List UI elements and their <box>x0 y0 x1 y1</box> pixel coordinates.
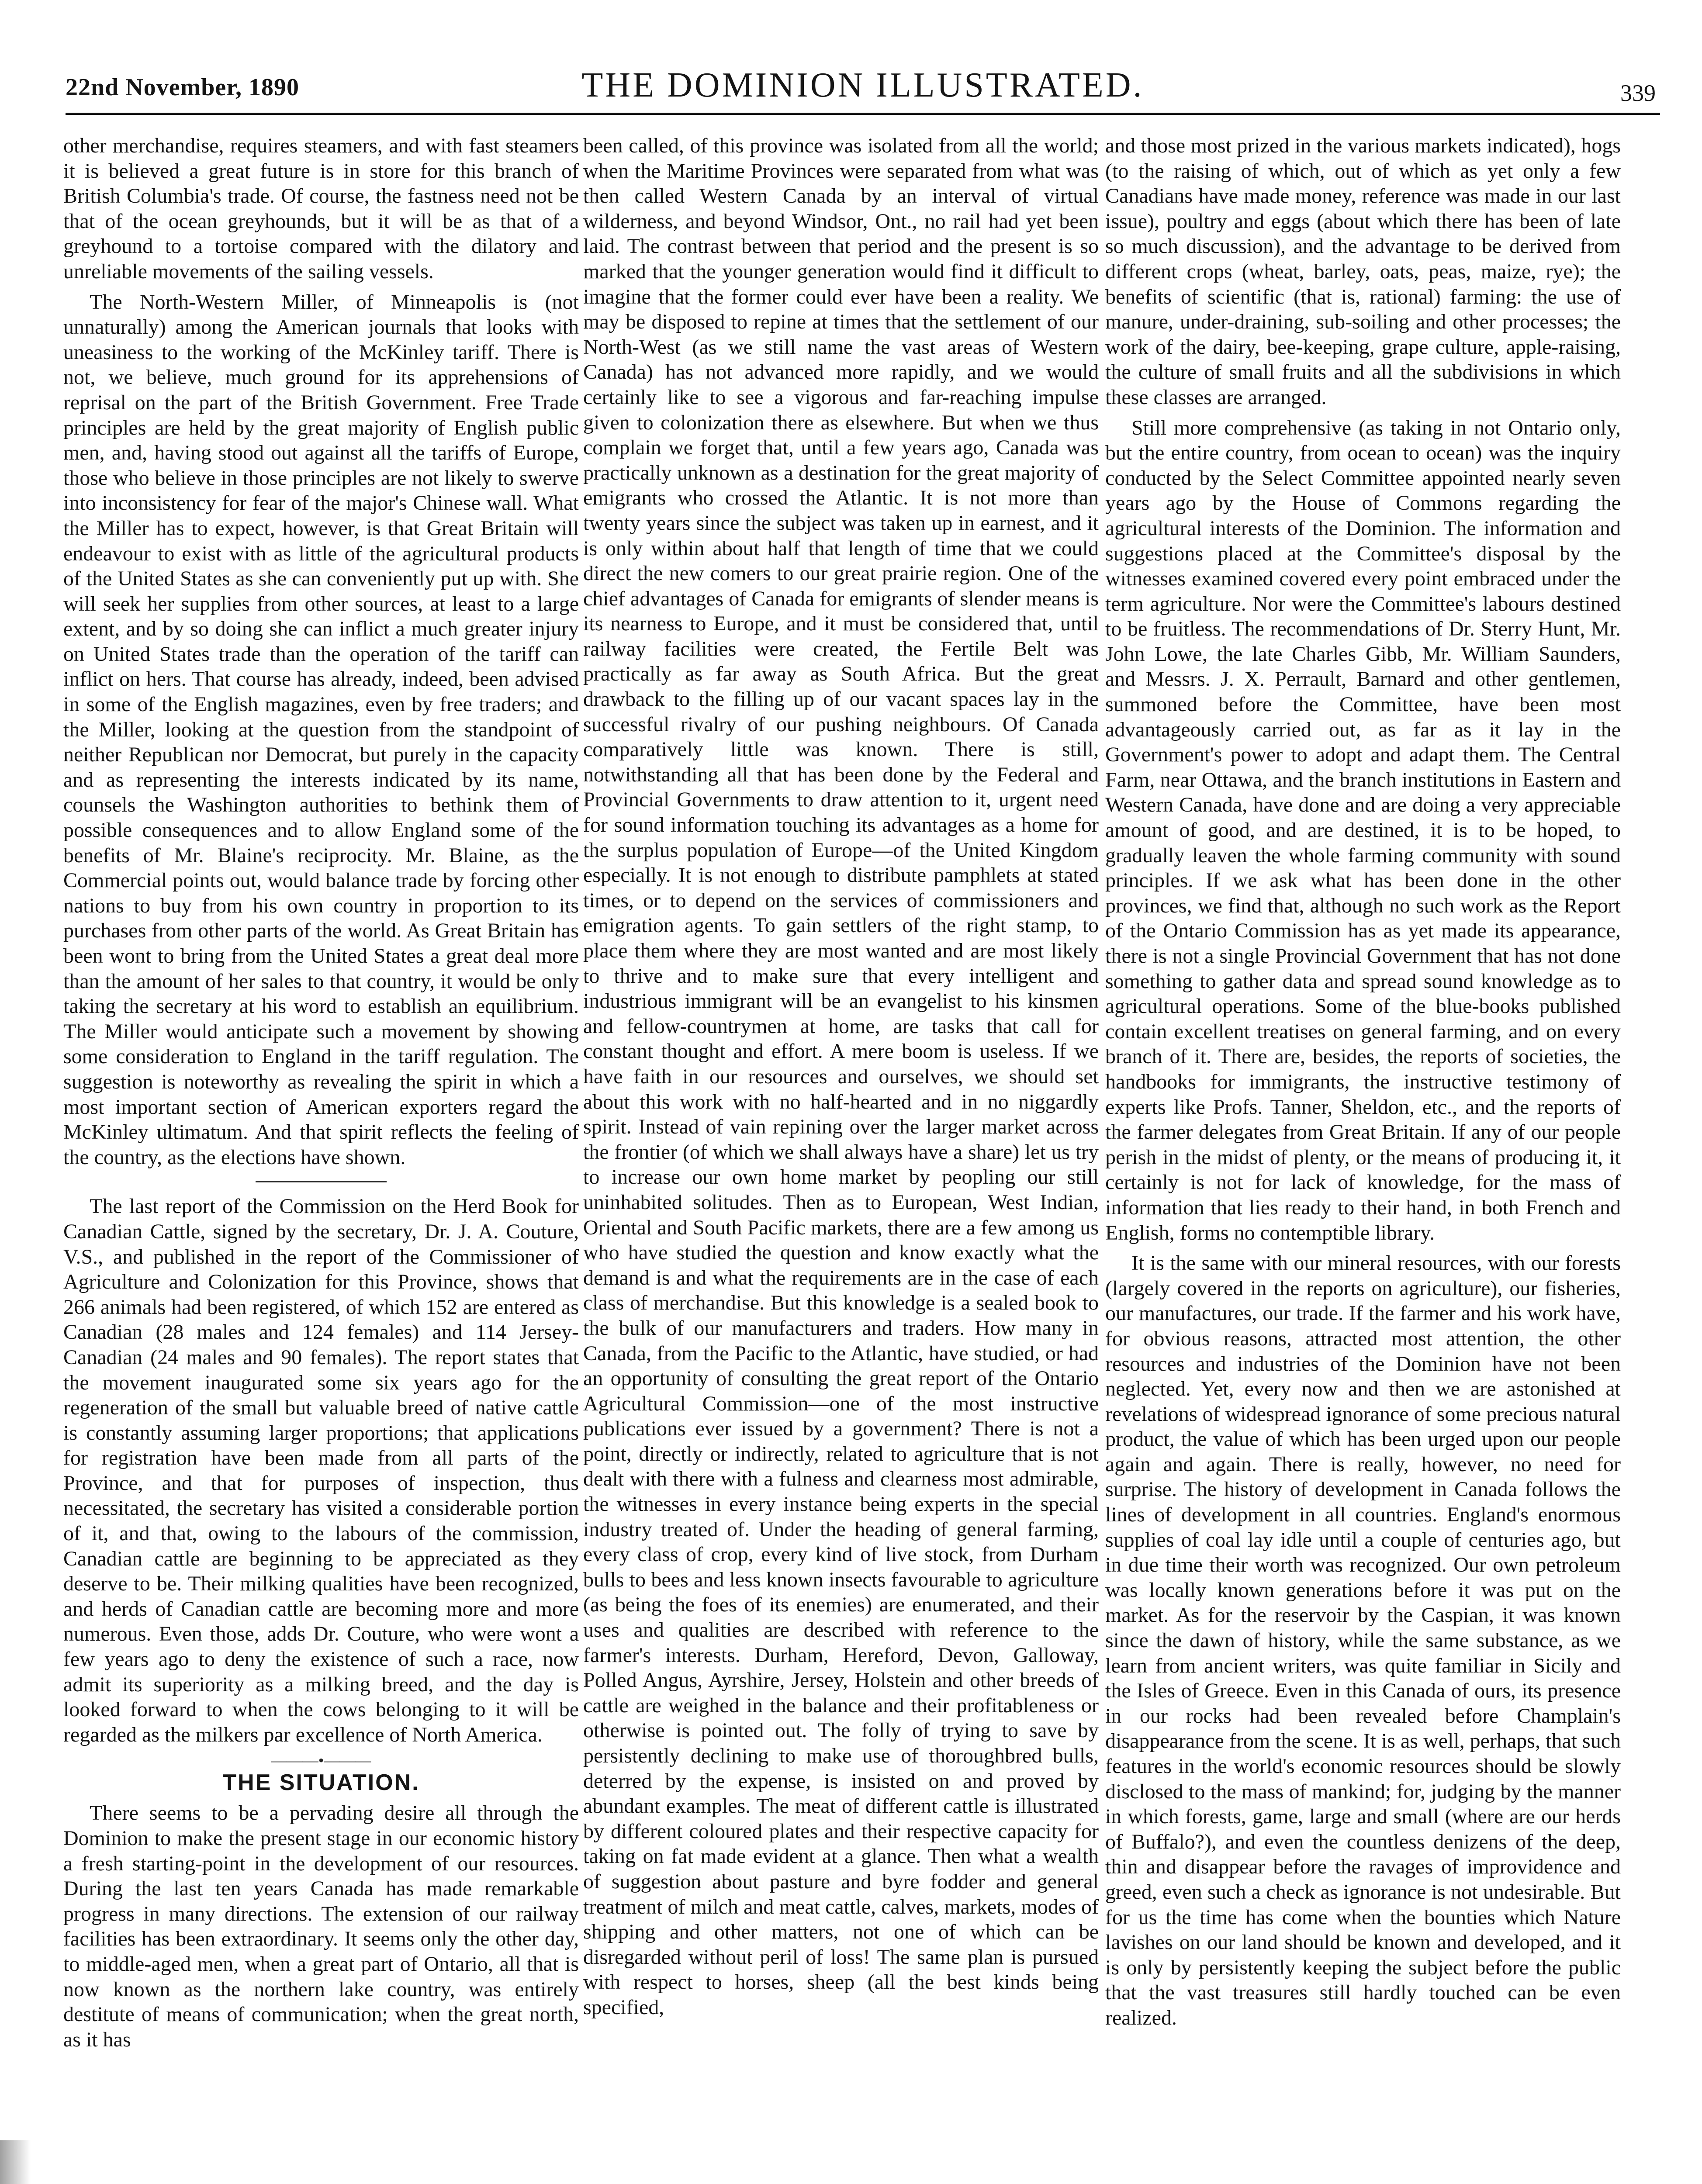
binding-shadow <box>0 2140 31 2184</box>
page-header <box>66 66 1660 114</box>
paragraph-select-committee: Still more comprehensive (as taking in not Ontario only, but the entire country, from ocean to ocean) was the inquiry conducted by the Select Committee appointed nearly seven years ago by the House of Commons regarding the agricultural interests of the Dominion. The information and suggestions placed at the Committee's disposal by the witnesses examined covered every point embraced under the term agriculture. Nor were the Committee's labours destined to be fruitless. The recommendations of Dr. Sterry Hunt, Mr. John Lowe, the late Charles Gibb, Mr. William Saunders, and Messrs. J. X. Perrault, Barnard and other gentlemen, summoned before the Committee, have been most advantageously carried out, as far as it lay in the Government's power to adopt and adapt them. The Central Farm, near Ottawa, and the branch institutions in Eastern and Western Canada, have done and are doing a very appreciable amount of good, and are destined, it is to be hoped, to gradually leaven the whole farming community with sound principles. If we ask what has been done in the other provinces, we find that, although no such work as the Report of the Ontario Commission has as yet made its appearance, there is not a single Provincial Government that has not done something to gather data and spread sound knowledge as to agricultural operations. Some of the blue-books published contain excellent treatises on general farming, and on every branch of it. There are, besides, the reports of societies, the handbooks for immigrants, the instructive testimony of experts like Profs. Tanner, Sheldon, etc., and the reports of the farmer delegates from Great Britain. If any of our people perish in the midst of plenty, or the means of producing it, it certainly is not for lack of knowledge, for the mass of information that lies ready to their hand, in both French and English, forms no contemptible library. <box>1105 416 1621 1244</box>
header-rule <box>66 113 1660 115</box>
section-divider <box>256 1181 387 1182</box>
paragraph-mineral-resources: It is the same with our mineral resources, with our forests (largely covered in the reports on agriculture), our fisheries, our manufactures, our trade. If the farmer and his work have, for obvious reasons, attracted most attention, the other resources and industries of the Dominion have not been neglected. Yet, every now and then we are astonished at revelations of widespread ignorance of some precious natural product, the value of which has been urged upon our people again and again. There is really, however, no need for surprise. The history of development in Canada follows the lines of development in all countries. England's enormous supplies of coal lay idle until a couple of centuries ago, but in due time their worth was recognized. Our own petroleum was locally known generations before it was put on the market. As for the reservoir by the Caspian, it was known since the dawn of history, while the same substance, as we learn from ancient writers, was quite familiar in Sicily and the Isles of Greece. Even in this Canada of ours, its presence in our rocks had been revealed before Champlain's disappearance from the scene. It is as well, perhaps, that such features in the world's economic resources should be slowly disclosed to the mass of mankind; for, judging by the manner in which forests, game, large and small (where are our herds of Buffalo?), and even the countless denizens of the deep, thin and disappear before the ravages of improvidence and greed, even such a check as ignorance is not undesirable. But for us the time has come when the bounties which Nature lavishes on our land should be known and developed, and it is only by persistently keeping the subject before the public that the vast treasures still hardly touched can be even realized. <box>1105 1251 1621 2029</box>
section-heading: THE SITUATION. <box>222 1770 420 1796</box>
paragraph-livestock: and those most prized in the various markets indicated), hogs (to the raising of which, out of which as yet only a few Canadians have made money, reference was made in our last issue), poultry and eggs (about which there has been of late so much discussion), and the advantage to be derived from different crops (wheat, barley, oats, peas, maize, rye); the benefits of scientific (that is, rational) farming: the use of manure, under-draining, sub-soiling and other processes; the work of the dairy, bee-keeping, grape culture, apple-raising, the culture of small fruits and all the subdivisions in which these classes are arranged. <box>1105 134 1621 409</box>
column-2 <box>583 133 1099 2184</box>
column-3 <box>1105 133 1621 2184</box>
heading-ornament: ———•——— <box>271 1752 371 1769</box>
paragraph-north-western-miller: The North-Western Miller, of Minneapolis is (not unnaturally) among the American journals that looks with uneasiness to the working of the McKinley tariff. There is not, we believe, much ground for its apprehensions of reprisal on the part of the British Government. Free Trade principles are held by the great majority of English public men, and, having stood out against all the tariffs of Europe, those who believe in those principles are not likely to swerve into inconsistency for fear of the major's Chinese wall. What the Miller has to expect, however, is that Great Britain will endeavour to exist with as little of the agricultural products of the United States as she can conveniently put up with. She will seek her supplies from other sources, at least to a large extent, and by so doing she can inflict a much greater injury on United States trade than the operation of the tariff can inflict on hers. That course has already, indeed, been advised in some of the English magazines, even by free traders; and the Miller, looking at the question from the standpoint of neither Republican nor Democrat, but purely in the capacity and as representing the interests indicated by its name, counsels the Washington authorities to bethink them of possible consequences and to allow England some of the benefits of Mr. Blaine's reciprocity. Mr. Blaine, as the Commercial points out, would balance trade by forcing other nations to buy from his own country in proportion to its purchases from other parts of the world. As Great Britain has been wont to bring from the United States a great deal more than the amount of her sales to that country, it would be only taking the secretary at his word to establish an equilibrium. The Miller would anticipate such a movement by showing some consideration to England in the tariff regulation. The suggestion is noteworthy as revealing the spirit in which a most important section of American exporters regard the McKinley ultimatum. And that spirit reflects the feeling of the country, as the elections have shown. <box>63 290 579 1169</box>
paragraph-situation-start: There seems to be a pervading desire all through the Dominion to make the present stage in our economic history a fresh starting-point in the development of our resources. During the last ten years Canada has made remarkable progress in many directions. The extension of our railway facilities has been extraordinary. It seems only the other day, to middle-aged men, when a great part of Ontario, all that is now known as the northern lake country, was entirely destitute of means of communication; when the great north, as it has <box>63 1801 579 2051</box>
paragraph-herd-book: The last report of the Commission on the Herd Book for Canadian Cattle, signed by the secretary, Dr. J. A. Couture, V.S., and published in the report of the Commissioner of Agriculture and Colonization for this Province, shows that 266 animals had been registered, of which 152 are entered as Canadian (28 males and 124 females) and 114 Jersey-Canadian (24 males and 90 females). The report states that the movement inaugurated some six years ago for the regeneration of the small but valuable breed of native cattle is constantly assuming larger proportions; that applications for registration have been made from all parts of the Province, and that for purposes of inspection, thus necessitated, the secretary has visited a considerable portion of it, and that, owing to the labours of the commission, Canadian cattle are beginning to be appreciated as they deserve to be. Their milking qualities have been recognized, and herds of Canadian cattle are becoming more and more numerous. Even those, adds Dr. Couture, who were wont a few years ago to deny the existence of such a race, now admit its superiority as a milking breed, and the day is looked forward to when the cows belonging to it will be regarded as the milkers par excellence of North America. <box>63 1195 579 1746</box>
issue-date: 22nd November, 1890 <box>66 74 299 101</box>
paragraph-situation-continued: been called, of this province was isolated from all the world; when the Maritime Provinces were separated from what was then called Western Canada by an interval of virtual wilderness, and beyond Windsor, Ont., no rail had yet been laid. The contrast between that period and the present is so marked that the younger generation would find it difficult to imagine that the former could ever have been a reality. We may be disposed to repine at times that the settlement of our North-West (as we still name the vast areas of Western Canada) has not advanced more rapidly, and we would certainly like to see a vigorous and far-reaching impulse given to colonization there as elsewhere. But when we thus complain we forget that, until a few years ago, Canada was practically unknown as a destination for the great majority of emigrants who crossed the Atlantic. It is not more than twenty years since the subject was taken up in earnest, and it is only within about half that length of time that we could direct the new comers to our great prairie region. One of the chief advantages of Canada for emigrants of slender means is its nearness to Europe, and it must be considered that, until railway facilities were created, the Fertile Belt was practically as far away as South Africa. But the great drawback to the filling up of our vacant spaces lay in the successful rivalry of our pushing neighbours. Of Canada comparatively little was known. There is still, notwithstanding all that has been done by the Federal and Provincial Governments to draw attention to it, urgent need for sound information touching its advantages as a home for the surplus population of Europe—of the United Kingdom especially. It is not enough to distribute pamphlets at stated times, or to depend on the services of commissioners and emigration agents. To gain settlers of the right stamp, to place them where they are most wanted and are most likely to thrive and to make sure that every intelligent and industrious immigrant will be an evangelist to his kinsmen and fellow-countrymen at home, are tasks that call for constant thought and effort. A mere boom is useless. If we have faith in our resources and ourselves, we should set about this work with no half-hearted and in no niggardly spirit. Instead of vain repining over the larger market across the frontier (of which we shall always have a share) let us try to increase our own home market by peopling our still uninhabited solitudes. Then as to European, West Indian, Oriental and South Pacific markets, there are a few among us who have studied the question and know exactly what the demand is and what the requirements are in the case of each class of merchandise. But this knowledge is a sealed book to the bulk of our manufacturers and traders. How many in Canada, from the Pacific to the Atlantic, have studied, or had an opportunity of consulting the great report of the Ontario Agricultural Commission—one of the most instructive publications ever issued by a government? There is not a point, directly or indirectly, related to agriculture that is not dealt with there with a fulness and clearness most admirable, the witnesses in every instance being experts in the special industry treated of. Under the heading of general farming, every class of crop, every kind of live stock, from Durham bulls to bees and less known insects favourable to agriculture (as being the foes of its enemies) are enumerated, and their uses and qualities are described with reference to the farmer's interests. Durham, Hereford, Devon, Galloway, Polled Angus, Ayrshire, Jersey, Holstein and other breeds of cattle are weighed in the balance and their profitableness or otherwise is pointed out. The folly of trying to save by persistently declining to make use of thoroughbred bulls, deterred by the expense, is insisted on and proved by abundant examples. The meat of different cattle is illustrated by different coloured plates and their respective capacity for taking on fat made evident at a glance. Then what a wealth of suggestion about pasture and byre fodder and general treatment of milch and meat cattle, calves, markets, modes of shipping and other matters, not one of which can be disregarded without peril of loss! The same plan is pursued with respect to horses, sheep (all the best kinds being specified, <box>583 134 1099 2019</box>
page-number: 339 <box>1620 80 1656 106</box>
paragraph-steamers: other merchandise, requires steamers, and with fast steamers it is believed a great future is in store for this branch of British Columbia's trade. Of course, the fastness need not be that of the ocean greyhounds, but it will be as that of a greyhound to a tortoise compared with the dilatory and unreliable movements of the sailing vessels. <box>63 134 579 283</box>
column-1 <box>63 133 579 2184</box>
publication-title: THE DOMINION ILLUSTRATED. <box>581 66 1144 104</box>
